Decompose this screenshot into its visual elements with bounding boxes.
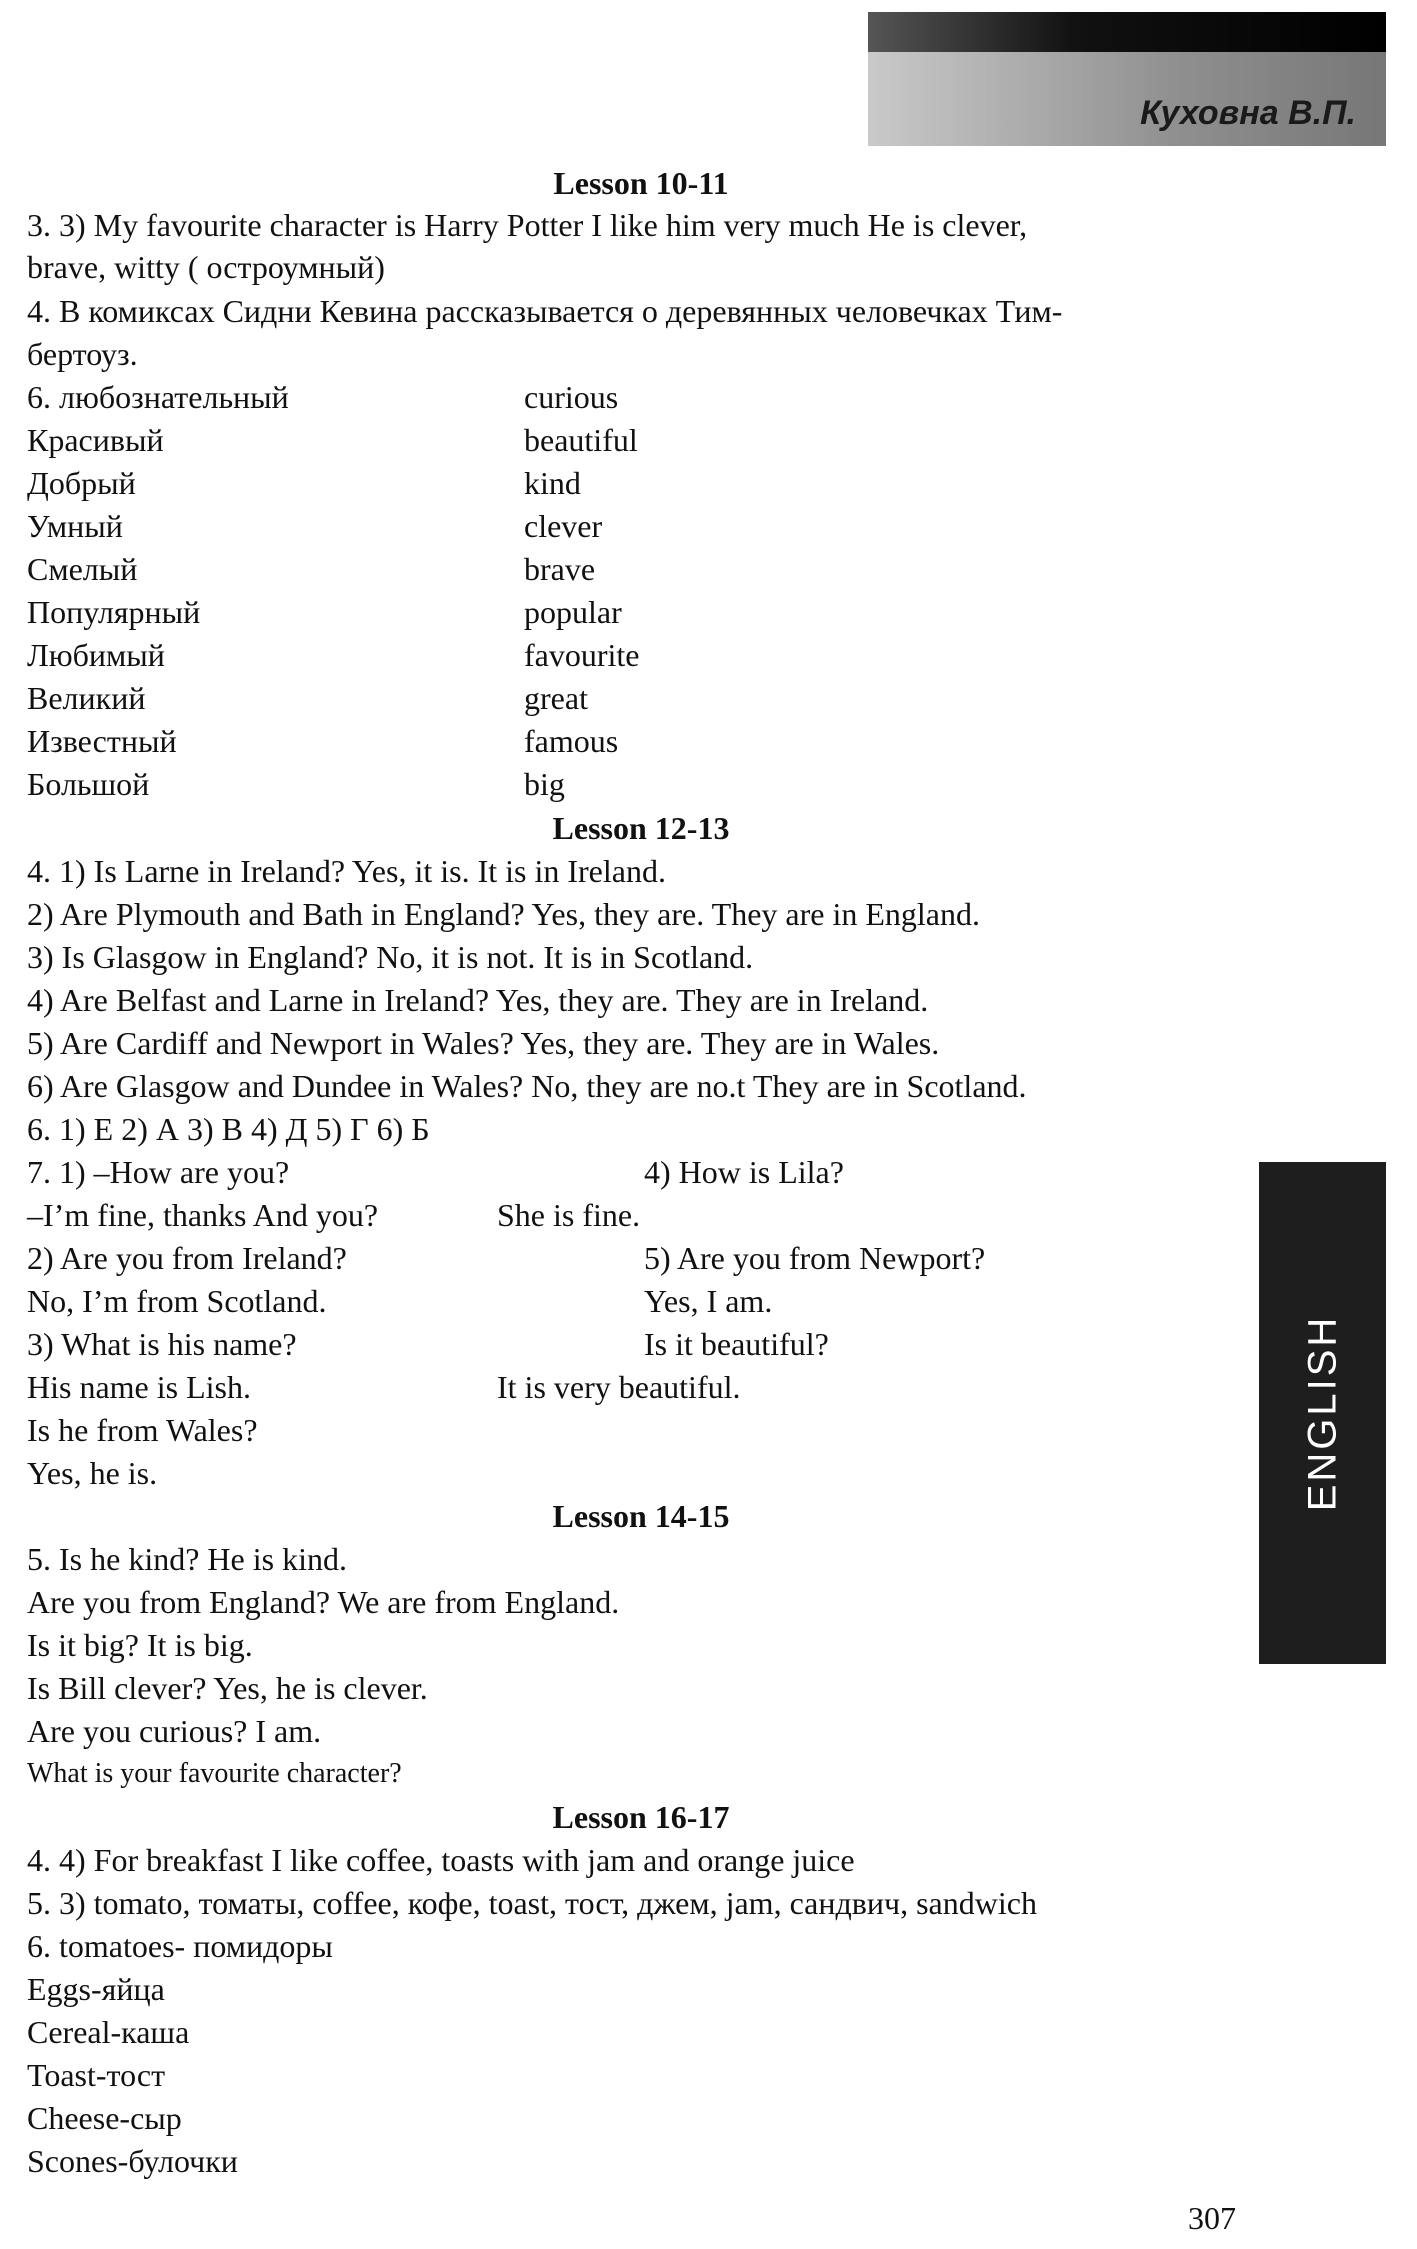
dialog-row: 3) What is his name? Is it beautiful? — [27, 1326, 829, 1362]
text-line: 5. 3) tomato, томаты, coffee, кофе, toast, тост, джем, jam, сандвич, sandwich — [27, 1885, 1037, 1921]
text-line: 4. 4) For breakfast I like coffee, toasts with jam and orange juice — [27, 1842, 855, 1878]
text-line: Are you from England? We are from England. — [27, 1584, 620, 1620]
text-line: 3. 3) My favourite character is Harry Potter I like him very much He is clever, — [27, 207, 1028, 243]
author-name: Куховна В.П. — [1140, 94, 1356, 132]
text-line: Is it big? It is big. — [27, 1627, 253, 1663]
dialog-row: No, I’m from Scotland. Yes, I am. — [27, 1283, 773, 1319]
dialog-row: Is he from Wales? — [27, 1412, 258, 1448]
text-line: Are you curious? I am. — [27, 1713, 322, 1749]
text-line: Scones-булочки — [27, 2143, 238, 2179]
lesson-title: Lesson 12-13 — [552, 810, 730, 846]
dialog-row: 7. 1) –How are you? 4) How is Lila? — [27, 1154, 844, 1190]
lesson-title: Lesson 14-15 — [552, 1498, 730, 1534]
text-line: 6. 1) Е 2) А 3) В 4) Д 5) Г 6) Б — [27, 1111, 430, 1147]
side-tab-english — [1259, 1162, 1386, 1664]
dialog-row: Yes, he is. — [27, 1455, 158, 1491]
text-line: Is Bill clever? Yes, he is clever. — [27, 1670, 428, 1706]
author-header-banner — [868, 12, 1386, 146]
dialog-row: His name is Lish. It is very beautiful. — [27, 1369, 741, 1405]
vocab-row: Умный clever — [27, 508, 603, 544]
text-line: бертоуз. — [27, 336, 138, 372]
text-line: brave, witty ( остроумный) — [27, 249, 385, 285]
text-line: Cheese-сыр — [27, 2100, 182, 2136]
dialog-row: 2) Are you from Ireland? 5) Are you from Newport? — [27, 1240, 986, 1276]
vocab-row: Любимый favourite — [27, 637, 640, 673]
text-line: 3) Is Glasgow in England? No, it is not. It is in Scotland. — [27, 939, 754, 975]
text-line: 5. Is he kind? He is kind. — [27, 1541, 347, 1577]
text-line: Cereal-каша — [27, 2014, 190, 2050]
text-line: 6) Are Glasgow and Dundee in Wales? No, they are no.t They are in Scotland. — [27, 1068, 1027, 1104]
lesson-title: Lesson 16-17 — [552, 1799, 730, 1835]
header-dark-band — [868, 12, 1386, 52]
text-line: 5) Are Cardiff and Newport in Wales? Yes, they are. They are in Wales. — [27, 1025, 940, 1061]
dialog-row: –I’m fine, thanks And you? She is fine. — [27, 1197, 641, 1233]
vocab-row: Великий great — [27, 680, 588, 716]
vocab-row: Популярный popular — [27, 594, 622, 630]
side-tab-label: ENGLISH — [1300, 1314, 1344, 1512]
text-line: 4. 1) Is Larne in Ireland? Yes, it is. It is in Ireland. — [27, 853, 666, 889]
lesson-title: Lesson 10-11 — [553, 165, 729, 201]
text-line: 4) Are Belfast and Larne in Ireland? Yes, they are. They are in Ireland. — [27, 982, 929, 1018]
vocab-row: 6. любознательный curious — [27, 379, 619, 415]
vocab-row: Красивый beautiful — [27, 422, 638, 458]
vocab-row: Добрый kind — [27, 465, 581, 501]
text-line: 4. В комиксах Сидни Кевина рассказывается о деревянных человечках Тим- — [27, 293, 1063, 329]
vocab-row: Большой big — [27, 766, 565, 802]
text-line: Toast-тост — [27, 2057, 166, 2093]
text-line: 2) Are Plymouth and Bath in England? Yes, they are. They are in England. — [27, 896, 980, 932]
text-line: Eggs-яйца — [27, 1971, 165, 2007]
page-number: 307 — [1188, 2200, 1236, 2236]
vocab-row: Известный famous — [27, 723, 619, 759]
text-line: 6. tomatoes- помидоры — [27, 1928, 333, 1964]
vocab-row: Смелый brave — [27, 551, 596, 587]
text-line: What is your favourite character? — [27, 1758, 402, 1789]
